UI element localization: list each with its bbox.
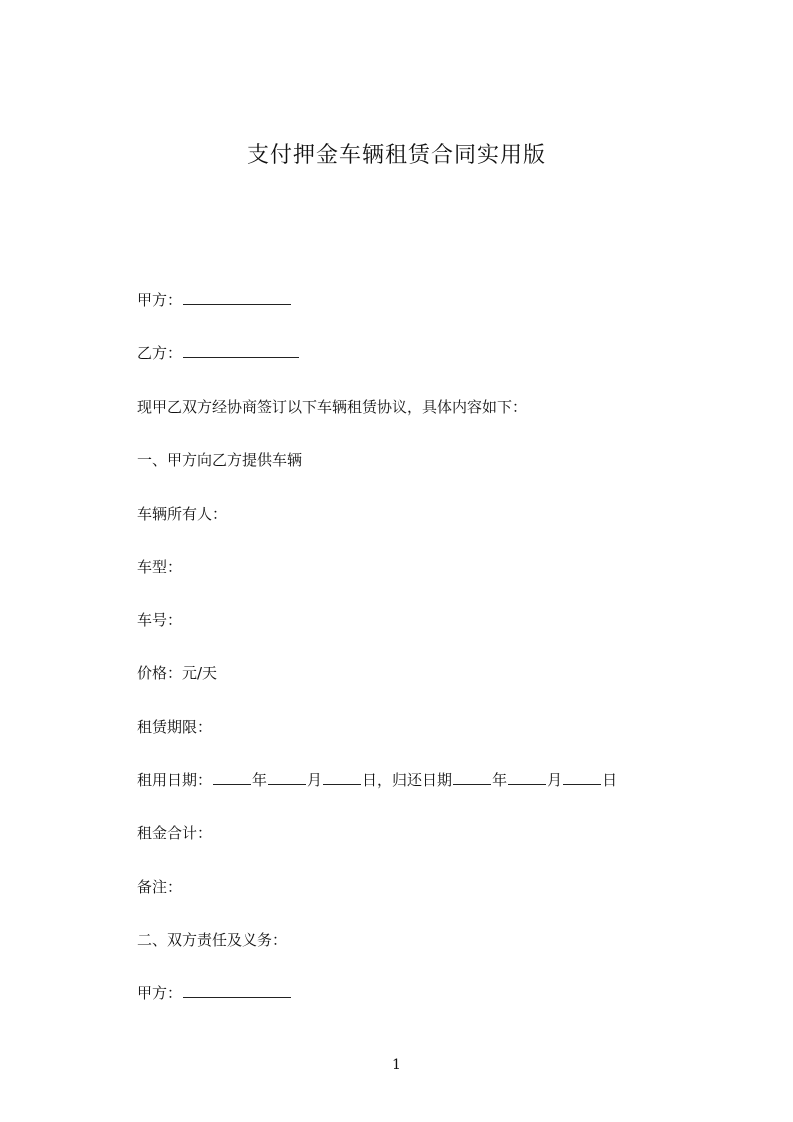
return-month-blank xyxy=(508,769,546,785)
party-a-label-2: 甲方： xyxy=(137,984,183,1002)
party-b-line xyxy=(137,342,300,364)
party-a-line-2 xyxy=(137,982,292,1004)
party-a-blank-2 xyxy=(183,982,291,998)
rental-dates-line xyxy=(137,769,617,791)
start-year-blank xyxy=(213,769,251,785)
start-month-unit: 月 xyxy=(307,771,323,789)
lease-term-field: 租赁期限： xyxy=(137,718,213,736)
start-year-unit: 年 xyxy=(252,771,268,789)
start-day-unit-return-label: 日，归还日期 xyxy=(362,771,453,789)
return-month-unit: 月 xyxy=(547,771,563,789)
return-year-unit: 年 xyxy=(492,771,508,789)
remarks-field: 备注： xyxy=(137,878,183,896)
party-a-blank xyxy=(183,289,291,305)
document-title: 支付押金车辆租赁合同实用版 xyxy=(246,143,546,168)
party-b-label: 乙方： xyxy=(137,344,183,362)
vehicle-owner-field: 车辆所有人： xyxy=(137,505,228,523)
start-month-blank xyxy=(268,769,306,785)
intro-paragraph: 现甲乙双方经协商签订以下车辆租赁协议，具体内容如下： xyxy=(137,398,528,416)
return-year-blank xyxy=(453,769,491,785)
vehicle-plate-field: 车号： xyxy=(137,611,183,629)
party-a-label: 甲方： xyxy=(137,291,183,309)
price-field: 价格：元/天 xyxy=(137,664,218,682)
vehicle-model-field: 车型： xyxy=(137,558,183,576)
page-number: 1 xyxy=(392,1057,401,1073)
return-day-blank xyxy=(563,769,601,785)
section2-heading: 二、双方责任及义务： xyxy=(137,931,288,949)
total-rent-field: 租金合计： xyxy=(137,824,213,842)
return-day-unit: 日 xyxy=(602,771,618,789)
section1-heading: 一、甲方向乙方提供车辆 xyxy=(137,451,303,469)
rental-date-label: 租用日期： xyxy=(137,771,213,789)
party-b-blank xyxy=(183,342,299,358)
start-day-blank xyxy=(323,769,361,785)
party-a-line xyxy=(137,289,292,311)
